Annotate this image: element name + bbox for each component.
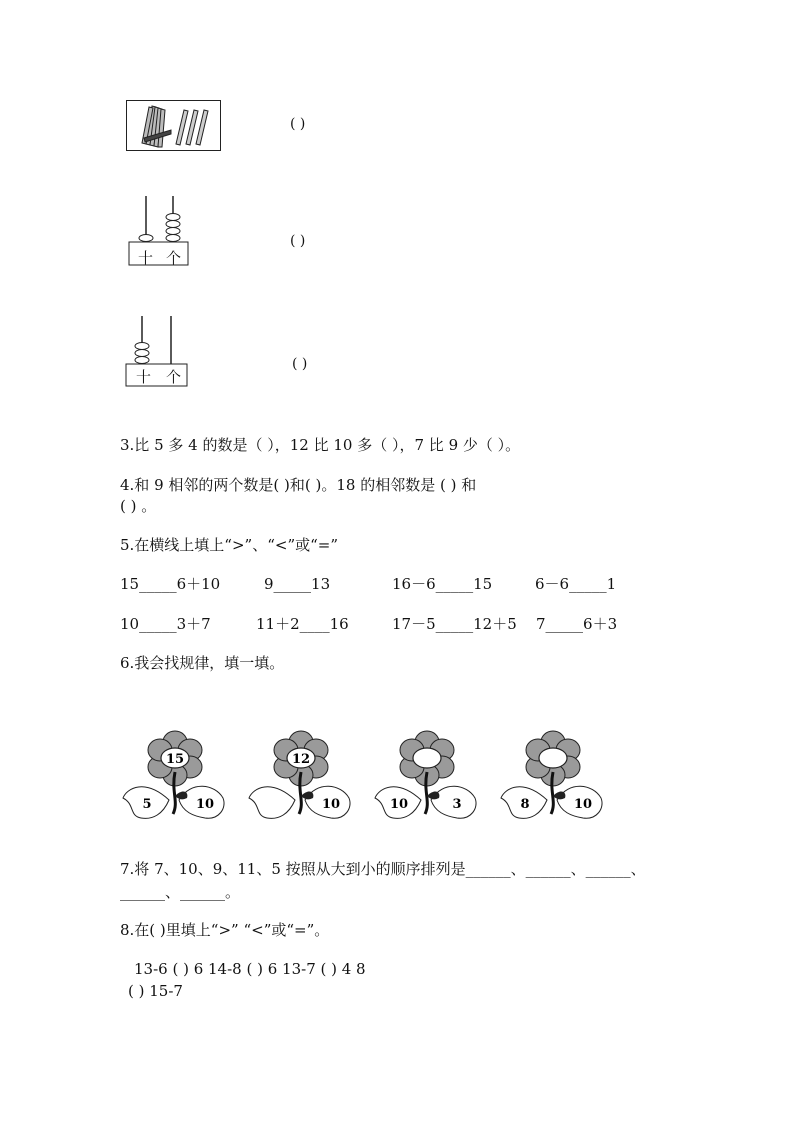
flower-right-leaf-number: 10 (321, 797, 341, 812)
flower-right-leaf-number: 10 (195, 797, 215, 812)
question-4-line-2: ( ) 。 (120, 497, 157, 515)
flower-2 (246, 728, 356, 818)
flower-left-leaf-number: 10 (389, 797, 409, 812)
question-4-line-1: 4.和 9 相邻的两个数是( )和( )。18 的相邻数是 ( ) 和 (120, 476, 477, 494)
answer-blank-1[interactable]: ( ) (290, 116, 306, 132)
comparison-item[interactable]: 16－6_____15 (392, 575, 493, 593)
flower-right-leaf-number: 3 (452, 797, 462, 812)
question-7-line-1: 7.将 7、10、9、11、5 按照从大到小的顺序排列是______、______、______、 (120, 860, 646, 878)
answer-blank-3[interactable]: ( ) (292, 356, 308, 372)
ones-label: 个 (166, 368, 182, 386)
flower-left-leaf-number: 5 (142, 797, 152, 812)
tens-label: 十 (136, 368, 152, 386)
tens-label: 十 (138, 249, 154, 267)
answer-blank-2[interactable]: ( ) (290, 233, 306, 249)
flower-3 (372, 728, 482, 818)
flower-center-number: 15 (165, 752, 185, 767)
comparison-item[interactable]: 15_____6＋10 (120, 575, 221, 593)
flower-left-leaf-number: 8 (520, 797, 530, 812)
flower-center-number: 12 (291, 752, 311, 767)
flower-right-leaf-number: 10 (573, 797, 593, 812)
question-5-title: 5.在横线上填上“>”、“<”或“=” (120, 536, 339, 554)
comparison-item[interactable]: 10_____3＋7 (120, 615, 211, 633)
question-6-title: 6.我会找规律，填一填。 (120, 654, 285, 672)
ones-label: 个 (166, 249, 182, 267)
question-7-line-2: ______、______。 (120, 883, 241, 901)
question-8-line-1: 13-6 ( ) 6 14-8 ( ) 6 13-7 ( ) 4 8 (134, 960, 366, 978)
question-3: 3.比 5 多 4 的数是（ ），12 比 10 多（ ），7 比 9 少（ ）。 (120, 436, 521, 454)
comparison-item[interactable]: 6－6_____1 (535, 575, 617, 593)
flower-1 (120, 728, 230, 818)
flower-4 (498, 728, 608, 818)
comparison-item[interactable]: 9_____13 (264, 575, 331, 593)
comparison-item[interactable]: 11＋2____16 (256, 615, 349, 633)
comparison-item[interactable]: 17－5_____12＋5 (392, 615, 517, 633)
comparison-item[interactable]: 7_____6＋3 (536, 615, 618, 633)
question-8-title: 8.在( )里填上“>” “<”或“=”。 (120, 921, 330, 939)
question-8-line-2: ( ) 15-7 (128, 982, 183, 1000)
